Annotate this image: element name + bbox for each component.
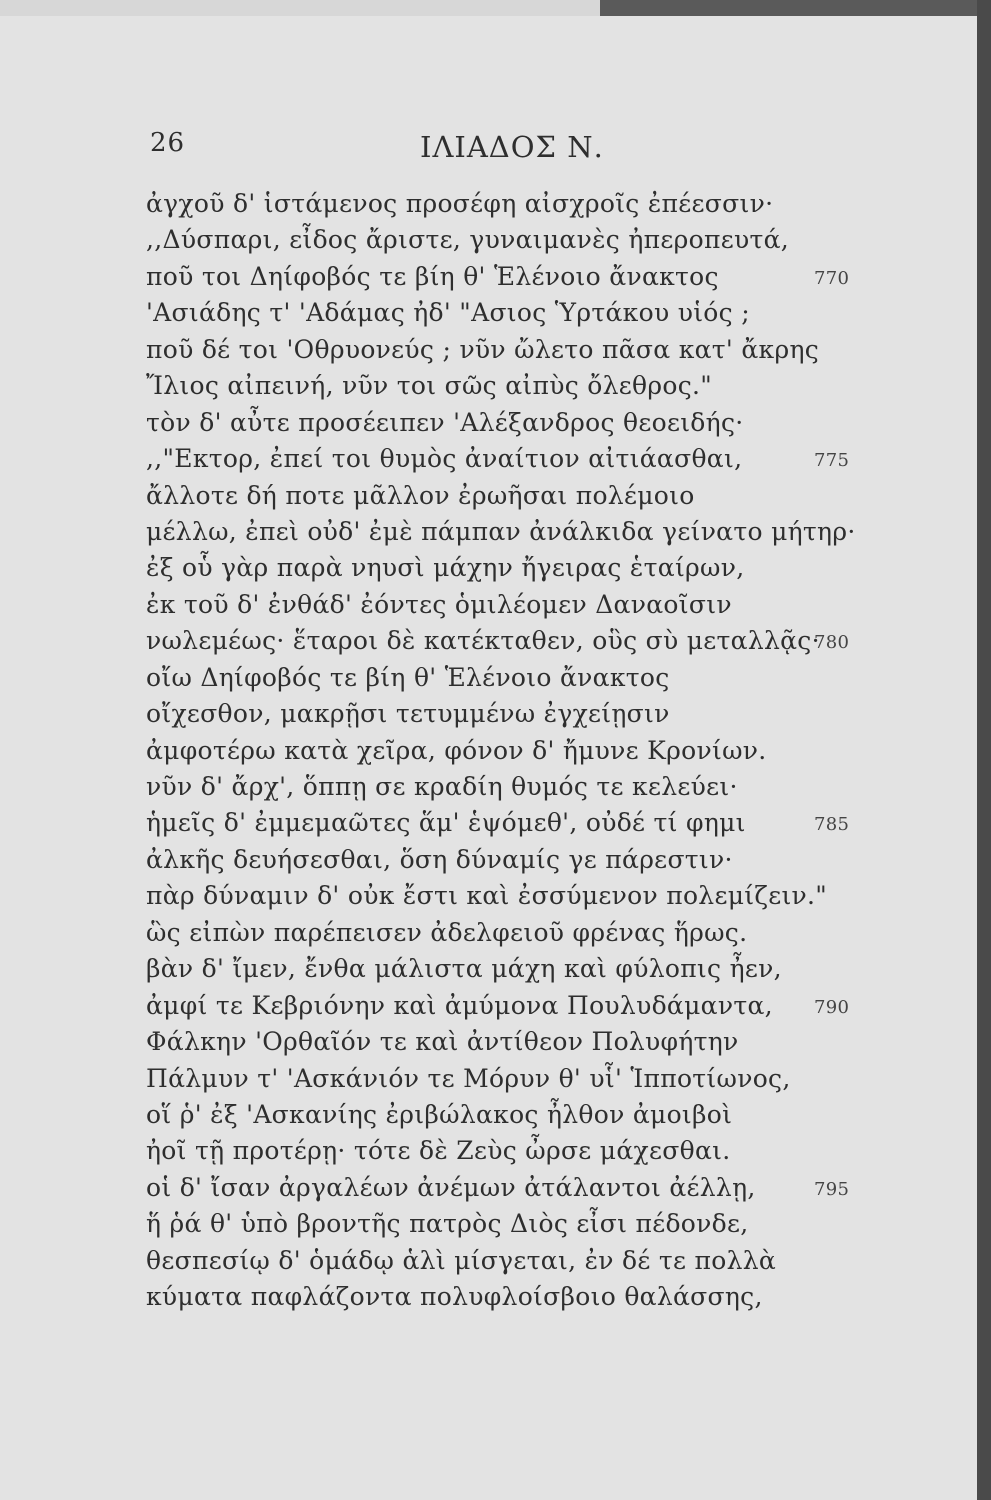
- verse-line: [146, 988, 866, 1024]
- verse-text: ποῦ δέ τοι 'Οθρυονεύς ; νῦν ὤλετο πᾶσα κατ' ἄκρης: [146, 334, 820, 364]
- verse-text: νωλεμέως· ἕταροι δὲ κατέκταθεν, οὓς σὺ μεταλλᾷς·: [146, 626, 820, 656]
- verse-text: 'Ασιάδης τ' 'Αδάμας ἠδ' "Ασιος Ὑρτάκου υἱός ;: [146, 298, 750, 328]
- verse-line: [146, 186, 866, 222]
- line-number: 770: [814, 267, 850, 289]
- verse-line: [146, 587, 866, 623]
- verse-line: [146, 1024, 866, 1060]
- verse-text: ἀμφοτέρω κατὰ χεῖρα, φόνον δ' ἤμυνε Κρονίων.: [146, 735, 767, 765]
- verse-text: ἐξ οὗ γὰρ παρὰ νηυσὶ μάχην ἤγειρας ἑταίρων,: [146, 553, 745, 583]
- verse-line: [146, 332, 866, 368]
- verse-text: ἀγχοῦ δ' ἱστάμενος προσέφη αἰσχροῖς ἐπέεσσιν·: [146, 189, 774, 218]
- verse-line: [146, 878, 866, 914]
- verse-text: ἥ ῥά θ' ὑπὸ βροντῆς πατρὸς Διὸς εἶσι πέδονδε,: [146, 1209, 749, 1239]
- verse-line: [146, 1243, 866, 1279]
- verse-text: οἴω Δηίφοβός τε βίη θ' Ἑλένοιο ἄνακτος: [146, 662, 670, 692]
- line-number: 795: [814, 1178, 850, 1200]
- verse-line: [146, 769, 866, 805]
- verse-text: μέλλω, ἐπεὶ οὐδ' ἐμὲ πάμπαν ἀνάλκιδα γείνατο μήτηρ·: [146, 516, 856, 546]
- verse-line: [146, 805, 866, 841]
- verse-line: [146, 295, 866, 331]
- verse-line: [146, 1133, 866, 1169]
- verse-text: ,,"Εκτορ, ἐπεί τοι θυμὸς ἀναίτιον αἰτιάασθαι,: [146, 444, 743, 474]
- verse-text: Φάλκην 'Ορθαῖόν τε καὶ ἀντίθεον Πολυφήτην: [146, 1027, 739, 1057]
- verse-text: ἡμεῖς δ' ἐμμεμαῶτες ἅμ' ἑψόμεθ', οὐδέ τί φημι: [146, 808, 746, 838]
- verse-text: οἵ ῥ' ἐξ 'Ασκανίης ἐριβώλακος ἦλθον ἀμοιβοὶ: [146, 1099, 733, 1129]
- verse-line: [146, 842, 866, 878]
- running-title: ΙΛΙΑΔΟΣ Ν.: [420, 130, 604, 164]
- page-header: [150, 128, 870, 168]
- verse-line: [146, 623, 866, 659]
- verse-line: [146, 514, 866, 550]
- verse-text: ποῦ τοι Δηίφοβός τε βίη θ' Ἑλένοιο ἄνακτος: [146, 261, 719, 291]
- page-number: 26: [150, 128, 186, 158]
- line-number: 790: [814, 996, 850, 1018]
- verse-text: Ἴλιος αἰπεινή, νῦν τοι σῶς αἰπὺς ὄλεθρος.": [146, 371, 713, 401]
- verse-line: [146, 368, 866, 404]
- line-number: 775: [814, 450, 850, 472]
- verse-line: [146, 660, 866, 696]
- verse-text: ἀμφί τε Κεβριόνην καὶ ἀμύμονα Πουλυδάμαντα,: [146, 990, 773, 1020]
- verse-text: πὰρ δύναμιν δ' οὐκ ἔστι καὶ ἐσσύμενον πολεμίζειν.": [146, 881, 828, 911]
- verse-text: ἄλλοτε δή ποτε μᾶλλον ἐρωῆσαι πολέμοιο: [146, 480, 695, 510]
- verse-line: [146, 405, 866, 441]
- scan-top-edge: [600, 0, 991, 16]
- verse-text: οἱ δ' ἴσαν ἀργαλέων ἀνέμων ἀτάλαντοι ἀέλλῃ,: [146, 1172, 756, 1202]
- verse-text: νῦν δ' ἄρχ', ὅππῃ σε κραδίη θυμός τε κελεύει·: [146, 772, 738, 801]
- line-number: 785: [814, 814, 850, 836]
- verse-line: [146, 1170, 866, 1206]
- verse-text: ἀλκῆς δευήσεσθαι, ὅση δύναμίς γε πάρεστιν·: [146, 844, 733, 874]
- verse-line: [146, 222, 866, 258]
- verse-line: [146, 733, 866, 769]
- verse-text: ὣς εἰπὼν παρέπεισεν ἀδελφειοῦ φρένας ἥρως.: [146, 917, 748, 947]
- verse-line: [146, 951, 866, 987]
- verse-line: [146, 1097, 866, 1133]
- verse-line: [146, 478, 866, 514]
- verse-text: ,,Δύσπαρι, εἶδος ἄριστε, γυναιμανὲς ἠπεροπευτά,: [146, 225, 790, 255]
- verse-text: θεσπεσίῳ δ' ὁμάδῳ ἁλὶ μίσγεται, ἐν δέ τε πολλὰ: [146, 1245, 777, 1275]
- verse-line: [146, 915, 866, 951]
- verse-line: [146, 696, 866, 732]
- verse-text: βὰν δ' ἴμεν, ἔνθα μάλιστα μάχη καὶ φύλοπις ἦεν,: [146, 954, 782, 984]
- verse-list: [146, 186, 866, 1316]
- verse-line: [146, 441, 866, 477]
- verse-text: τὸν δ' αὖτε προσέειπεν 'Αλέξανδρος θεοειδής·: [146, 407, 744, 437]
- verse-line: [146, 1061, 866, 1097]
- verse-line: [146, 1279, 866, 1315]
- verse-text: οἴχεσθον, μακρῇσι τετυμμένω ἐγχείῃσιν: [146, 699, 670, 729]
- verse-text: ἠοῖ τῇ προτέρῃ· τότε δὲ Ζεὺς ὦρσε μάχεσθαι.: [146, 1136, 731, 1166]
- verse-text: ἐκ τοῦ δ' ἐνθάδ' ἐόντες ὁμιλέομεν Δαναοῖσιν: [146, 589, 732, 619]
- verse-line: [146, 1206, 866, 1242]
- verse-text: Πάλμυν τ' 'Ασκάνιόν τε Μόρυν θ' υἷ' Ἱπποτίωνος,: [146, 1063, 791, 1093]
- verse-text: κύματα παφλάζοντα πολυφλοίσβοιο θαλάσσης,: [146, 1282, 763, 1312]
- line-number: 780: [814, 632, 850, 654]
- verse-line: [146, 550, 866, 586]
- scan-right-edge: [977, 0, 991, 1500]
- verse-line: [146, 259, 866, 295]
